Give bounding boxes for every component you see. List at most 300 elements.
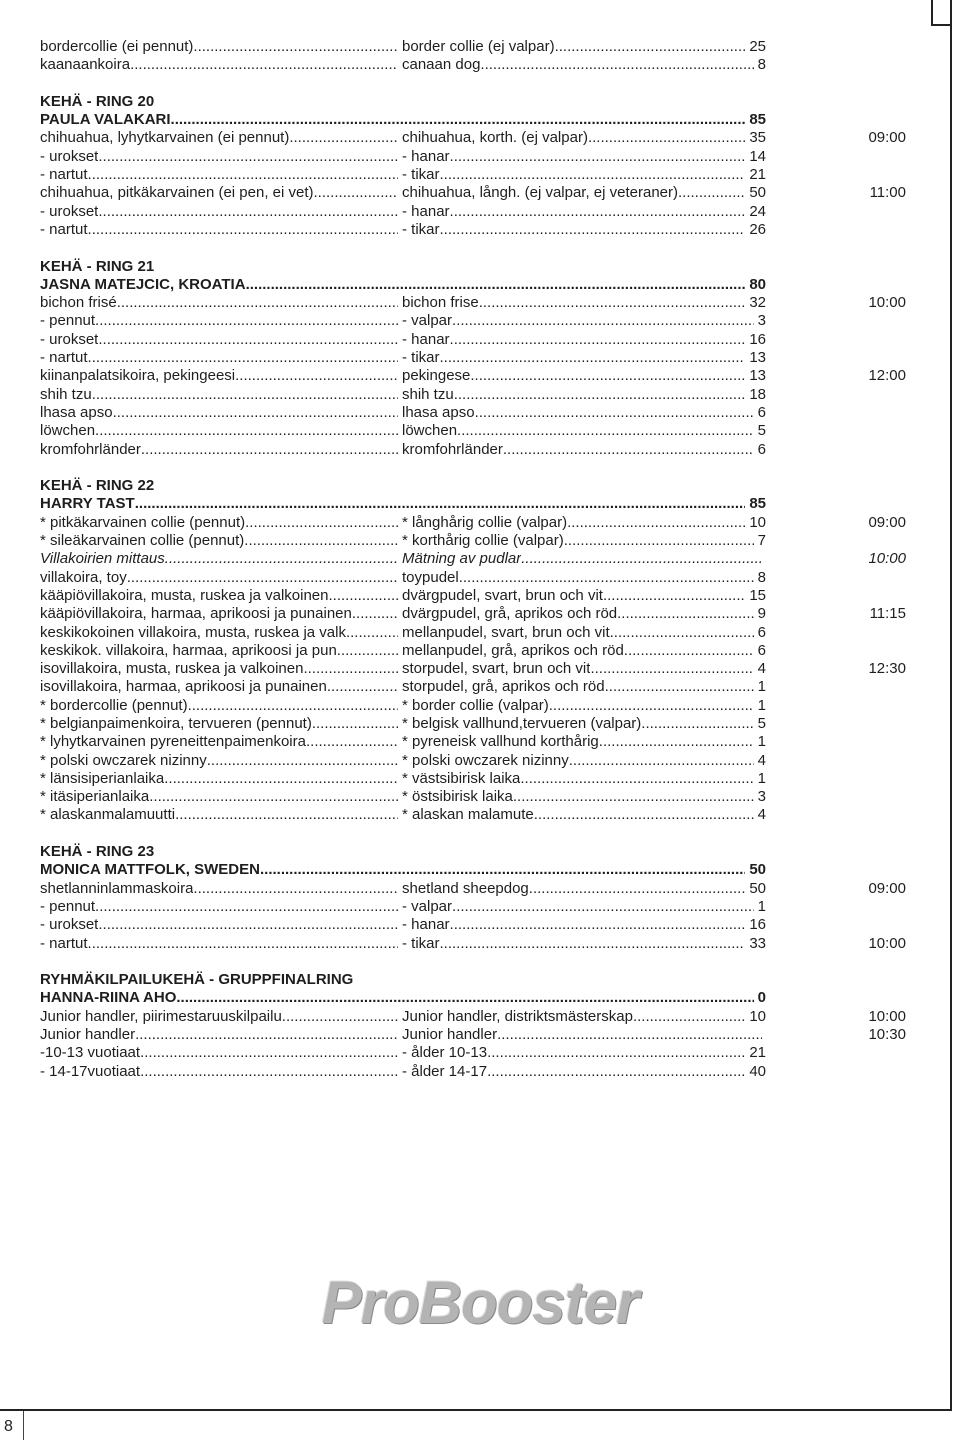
breed-name-sv: storpudel, svart, brun och vit bbox=[402, 660, 591, 678]
judge-entry-count: 50 bbox=[749, 861, 766, 879]
judge-entry-count: 0 bbox=[757, 989, 766, 1007]
breed-name-sv: * östsibirisk laika bbox=[402, 788, 513, 806]
breed-sv-cell bbox=[402, 1026, 766, 1044]
entry-count: 4 bbox=[757, 751, 766, 769]
judging-time-cell bbox=[766, 294, 906, 312]
entry-row bbox=[40, 733, 906, 751]
breed-fi-cell bbox=[40, 38, 402, 56]
judging-time-cell bbox=[766, 715, 906, 733]
entry-count: 9 bbox=[757, 605, 766, 623]
breed-sv-cell bbox=[402, 605, 766, 623]
breed-name-fi: villakoira, toy bbox=[40, 568, 127, 586]
breed-sv-cell bbox=[402, 148, 766, 166]
judge-name: PAULA VALAKARI bbox=[40, 111, 171, 129]
judging-time-cell bbox=[766, 367, 906, 385]
judging-time-cell bbox=[766, 422, 906, 440]
entry-count: 25 bbox=[749, 38, 766, 55]
judging-time-cell bbox=[766, 770, 906, 788]
dot-leader bbox=[487, 1063, 745, 1081]
entry-row bbox=[40, 331, 906, 349]
breed-name-fi: isovillakoira, musta, ruskea ja valkoinen bbox=[40, 660, 304, 678]
breed-sv-cell bbox=[402, 404, 766, 422]
entry-count: 13 bbox=[749, 367, 766, 385]
entry-row bbox=[40, 312, 906, 330]
entry-row bbox=[40, 203, 906, 221]
dot-leader bbox=[457, 422, 754, 440]
judging-time-cell bbox=[766, 806, 906, 824]
dot-leader bbox=[140, 1044, 398, 1062]
breed-name-fi: kaanaankoira bbox=[40, 56, 131, 74]
entry-count: 15 bbox=[749, 586, 766, 604]
breed-fi-cell bbox=[40, 203, 402, 221]
judging-time-cell bbox=[766, 550, 906, 568]
entry-count: 6 bbox=[757, 440, 766, 458]
entry-row bbox=[40, 587, 906, 605]
dot-leader bbox=[244, 532, 398, 550]
entry-row bbox=[40, 1044, 906, 1062]
judging-time-cell bbox=[766, 312, 906, 330]
judging-time-cell bbox=[766, 624, 906, 642]
dot-leader bbox=[327, 678, 398, 696]
breed-name-sv: Junior handler bbox=[402, 1026, 498, 1044]
breed-name-fi: * alaskanmalamuutti bbox=[40, 806, 176, 824]
entry-row bbox=[40, 148, 906, 166]
breed-fi-cell bbox=[40, 422, 402, 440]
breed-name-sv: chihuahua, långh. (ej valpar, ej veteraner) bbox=[402, 184, 679, 202]
entry-row bbox=[40, 678, 906, 696]
dot-leader bbox=[127, 569, 398, 587]
entry-count: 8 bbox=[757, 568, 766, 586]
breed-fi-cell bbox=[40, 715, 402, 733]
dot-leader bbox=[555, 38, 746, 56]
breed-name-sv: - tikar bbox=[402, 349, 440, 367]
ring-title: RYHMÄKILPAILUKEHÄ - GRUPPFINALRING bbox=[40, 971, 354, 989]
breed-sv-cell bbox=[402, 624, 766, 642]
entry-row bbox=[40, 1063, 906, 1081]
breed-sv-cell bbox=[402, 38, 766, 56]
breed-name-sv: löwchen bbox=[402, 422, 458, 440]
dot-leader bbox=[260, 861, 745, 879]
breed-name-sv: * långhårig collie (valpar) bbox=[402, 513, 568, 531]
entry-count: 5 bbox=[757, 422, 766, 440]
breed-name-sv: border collie (ej valpar) bbox=[402, 38, 555, 55]
judge-cell bbox=[40, 861, 766, 879]
entry-row bbox=[40, 569, 906, 587]
breed-sv-cell bbox=[402, 935, 766, 953]
dot-leader bbox=[440, 349, 746, 367]
dot-leader bbox=[175, 806, 398, 824]
ring-title: KEHÄ - RING 23 bbox=[40, 843, 155, 861]
dot-leader bbox=[603, 587, 745, 605]
dot-leader bbox=[113, 404, 398, 422]
breed-fi-cell bbox=[40, 441, 402, 459]
breed-name-sv: - ålder 10-13 bbox=[402, 1044, 488, 1062]
breed-fi-cell bbox=[40, 367, 402, 385]
dot-leader bbox=[98, 203, 398, 221]
breed-name-fi: chihuahua, pitkäkarvainen (ei pen, ei vet) bbox=[40, 184, 314, 202]
blank-line bbox=[40, 953, 906, 971]
judge-name: HARRY TAST bbox=[40, 495, 135, 513]
entry-count: 50 bbox=[749, 184, 766, 202]
breed-fi-cell bbox=[40, 1063, 402, 1081]
judging-time-cell bbox=[766, 129, 906, 147]
breed-name-fi: kääpiövillakoira, harmaa, aprikoosi ja punainen.. bbox=[40, 605, 361, 623]
judging-time-cell bbox=[766, 331, 906, 349]
breed-fi-cell bbox=[40, 642, 402, 660]
entry-row bbox=[40, 441, 906, 459]
breed-sv-cell bbox=[402, 349, 766, 367]
breed-name-fi: - urokset bbox=[40, 916, 99, 934]
entry-count: 6 bbox=[757, 623, 766, 641]
dot-leader bbox=[88, 935, 398, 953]
judging-time-cell bbox=[766, 203, 906, 221]
breed-fi-cell bbox=[40, 587, 402, 605]
judging-time-cell bbox=[766, 733, 906, 751]
entry-count: 6 bbox=[757, 403, 766, 421]
breed-sv-cell bbox=[402, 697, 766, 715]
dot-leader bbox=[176, 989, 753, 1007]
entry-row bbox=[40, 367, 906, 385]
breed-name-sv: - hanar bbox=[402, 330, 450, 348]
entry-count: 24 bbox=[749, 202, 766, 220]
breed-sv-cell bbox=[402, 1008, 766, 1026]
breed-name-fi: * länsisiperianlaika bbox=[40, 769, 165, 787]
judging-time-cell bbox=[766, 788, 906, 806]
breed-fi-cell bbox=[40, 550, 402, 568]
breed-name-fi: chihuahua, lyhytkarvainen (ei pennut) bbox=[40, 129, 290, 147]
breed-name-fi: bichon frisé bbox=[40, 294, 117, 312]
breed-sv-cell bbox=[402, 770, 766, 788]
dot-leader bbox=[303, 660, 398, 678]
ring-title-row bbox=[40, 477, 906, 495]
judging-time-cell bbox=[766, 1063, 906, 1081]
judge-cell bbox=[40, 111, 766, 129]
breed-name-sv: * alaskan malamute bbox=[402, 806, 534, 824]
dot-leader bbox=[534, 806, 754, 824]
judge-entry-count: 80 bbox=[749, 275, 766, 293]
dot-leader bbox=[569, 752, 754, 770]
breed-fi-cell bbox=[40, 697, 402, 715]
judge-entry-count: 85 bbox=[749, 111, 766, 129]
dot-leader bbox=[88, 221, 398, 239]
entry-row bbox=[40, 642, 906, 660]
judging-time-cell bbox=[766, 349, 906, 367]
entry-row bbox=[40, 806, 906, 824]
entry-row bbox=[40, 935, 906, 953]
page-frame-tick bbox=[23, 1411, 24, 1440]
breed-name-sv: bichon frise bbox=[402, 294, 479, 312]
judging-time-cell bbox=[766, 898, 906, 916]
breed-name-sv: - tikar bbox=[402, 166, 440, 184]
breed-sv-cell bbox=[402, 916, 766, 934]
breed-name-sv: - ålder 14-17 bbox=[402, 1062, 488, 1080]
entry-row bbox=[40, 916, 906, 934]
entry-count: 7 bbox=[757, 532, 766, 550]
breed-name-sv: * korthårig collie (valpar) bbox=[402, 532, 564, 550]
judging-time: 09:00 bbox=[868, 129, 906, 147]
breed-name-fi: - nartut bbox=[40, 166, 88, 184]
dot-leader bbox=[149, 788, 398, 806]
breed-name-sv: * border collie (valpar) bbox=[402, 696, 549, 714]
dot-leader bbox=[564, 532, 754, 550]
breed-name-fi: - urokset bbox=[40, 147, 99, 165]
dot-leader bbox=[235, 367, 398, 385]
breed-name-fi: - pennut bbox=[40, 312, 96, 330]
judging-time-cell bbox=[766, 660, 906, 678]
dot-leader bbox=[246, 276, 746, 294]
dot-leader bbox=[529, 880, 746, 898]
judge-name: MONICA MATTFOLK, SWEDEN bbox=[40, 861, 260, 879]
ring-title-row bbox=[40, 93, 906, 111]
dot-leader bbox=[479, 294, 746, 312]
breed-fi-cell bbox=[40, 733, 402, 751]
judge-cell bbox=[40, 495, 766, 513]
dot-leader bbox=[312, 715, 398, 733]
entry-count: 8 bbox=[757, 56, 766, 74]
judging-time-cell bbox=[766, 642, 906, 660]
entry-count: 1 bbox=[757, 769, 766, 787]
breed-name-sv: Junior handler, distriktsmästerskap bbox=[402, 1007, 633, 1025]
breed-fi-cell bbox=[40, 916, 402, 934]
breed-name-fi: keskikok. villakoira, harmaa, aprikoosi ja pun.. bbox=[40, 641, 346, 659]
judge-cell bbox=[40, 989, 766, 1007]
breed-fi-cell bbox=[40, 752, 402, 770]
judging-time-cell bbox=[766, 587, 906, 605]
dot-leader bbox=[470, 367, 745, 385]
breed-sv-cell bbox=[402, 587, 766, 605]
breed-name-fi: -10-13 vuotiaat bbox=[40, 1044, 141, 1062]
dot-leader bbox=[459, 569, 754, 587]
breed-fi-cell bbox=[40, 898, 402, 916]
breed-sv-cell bbox=[402, 752, 766, 770]
entry-row bbox=[40, 349, 906, 367]
dot-leader bbox=[450, 331, 746, 349]
dot-leader bbox=[475, 404, 754, 422]
entry-count: 3 bbox=[757, 312, 766, 330]
entry-row bbox=[40, 788, 906, 806]
entry-row bbox=[40, 605, 906, 623]
breed-name-fi: Junior handler, piirimestaruuskilpailu bbox=[40, 1007, 282, 1025]
dot-leader bbox=[440, 221, 746, 239]
judging-time-cell bbox=[766, 38, 906, 56]
breed-name-fi: keskikokoinen villakoira, musta, ruskea ja valk. bbox=[40, 623, 351, 641]
dot-leader bbox=[345, 642, 398, 660]
ring-title: KEHÄ - RING 20 bbox=[40, 92, 155, 110]
breed-name-fi: shih tzu bbox=[40, 385, 92, 403]
judging-time: 10:00 bbox=[868, 294, 906, 312]
breed-name-sv: Mätning av pudlar bbox=[402, 550, 522, 568]
breed-name-sv: - hanar bbox=[402, 916, 450, 934]
breed-name-fi: - nartut bbox=[40, 349, 88, 367]
breed-fi-cell bbox=[40, 404, 402, 422]
judging-time-cell bbox=[766, 605, 906, 623]
entry-count: 4 bbox=[757, 660, 766, 678]
entry-row bbox=[40, 184, 906, 202]
ring-schedule bbox=[40, 38, 906, 1081]
dot-leader bbox=[245, 514, 398, 532]
judging-time-cell bbox=[766, 386, 906, 404]
entry-count: 3 bbox=[757, 788, 766, 806]
breed-fi-cell bbox=[40, 624, 402, 642]
breed-fi-cell bbox=[40, 1008, 402, 1026]
entry-row bbox=[40, 532, 906, 550]
judging-time-cell bbox=[766, 1026, 906, 1044]
dot-leader bbox=[480, 56, 753, 74]
breed-sv-cell bbox=[402, 441, 766, 459]
breed-name-sv: dvärgpudel, svart, brun och vit bbox=[402, 586, 603, 604]
dot-leader bbox=[306, 733, 398, 751]
judge-name: HANNA-RIINA AHO bbox=[40, 989, 177, 1007]
dot-leader bbox=[193, 38, 398, 56]
judge-name: JASNA MATEJCIC, KROATIA bbox=[40, 275, 246, 293]
breed-fi-cell bbox=[40, 880, 402, 898]
ring-title-row bbox=[40, 971, 906, 989]
judging-time-cell bbox=[766, 184, 906, 202]
judging-time: 11:00 bbox=[869, 184, 906, 202]
dot-leader bbox=[171, 111, 746, 129]
breed-name-sv: - valpar bbox=[402, 897, 453, 915]
probooster-logo: ProBooster bbox=[321, 1269, 639, 1336]
breed-fi-cell bbox=[40, 56, 402, 74]
breed-sv-cell bbox=[402, 733, 766, 751]
breed-name-sv: - tikar bbox=[402, 934, 440, 952]
dot-leader bbox=[450, 148, 746, 166]
breed-name-fi: - nartut bbox=[40, 934, 88, 952]
dot-leader bbox=[360, 605, 398, 623]
breed-sv-cell bbox=[402, 386, 766, 404]
breed-name-sv: * belgisk vallhund,tervueren (valpar) bbox=[402, 714, 642, 732]
judging-time-cell bbox=[766, 569, 906, 587]
breed-sv-cell bbox=[402, 678, 766, 696]
breed-sv-cell bbox=[402, 532, 766, 550]
entry-count: 6 bbox=[757, 641, 766, 659]
dot-leader bbox=[98, 916, 398, 934]
entry-row bbox=[40, 221, 906, 239]
entry-row bbox=[40, 386, 906, 404]
breed-name-fi: * lyhytkarvainen pyreneittenpaimenkoira bbox=[40, 733, 306, 751]
dot-leader bbox=[193, 880, 398, 898]
judging-time-cell bbox=[766, 56, 906, 74]
dot-leader bbox=[610, 624, 754, 642]
breed-name-sv: - tikar bbox=[402, 220, 440, 238]
breed-fi-cell bbox=[40, 166, 402, 184]
entry-row bbox=[40, 550, 906, 568]
entry-row bbox=[40, 624, 906, 642]
judge-row bbox=[40, 989, 906, 1007]
entry-count: 1 bbox=[757, 733, 766, 751]
dot-leader bbox=[452, 898, 754, 916]
judging-time: 10:00 bbox=[868, 934, 906, 952]
dot-leader bbox=[289, 129, 398, 147]
dot-leader bbox=[590, 660, 753, 678]
dot-leader bbox=[98, 148, 398, 166]
breed-sv-cell bbox=[402, 56, 766, 74]
entry-row bbox=[40, 294, 906, 312]
judging-time: 09:00 bbox=[868, 513, 906, 531]
entry-count: 1 bbox=[757, 678, 766, 696]
judging-time-cell bbox=[766, 697, 906, 715]
breed-name-fi: kääpiövillakoira, musta, ruskea ja valkoinen bbox=[40, 586, 329, 604]
breed-fi-cell bbox=[40, 386, 402, 404]
dot-leader bbox=[141, 441, 398, 459]
breed-name-sv: toypudel bbox=[402, 568, 459, 586]
breed-name-fi: Villakoirien mittaus bbox=[40, 550, 165, 568]
dot-leader bbox=[440, 166, 746, 184]
breed-sv-cell bbox=[402, 569, 766, 587]
breed-fi-cell bbox=[40, 569, 402, 587]
dot-leader bbox=[520, 770, 753, 788]
breed-fi-cell bbox=[40, 221, 402, 239]
entry-row bbox=[40, 1026, 906, 1044]
dot-leader bbox=[487, 1044, 745, 1062]
breed-name-fi: * itäsiperianlaika bbox=[40, 788, 150, 806]
entry-count: 21 bbox=[749, 166, 766, 184]
dot-leader bbox=[641, 715, 753, 733]
breed-fi-cell bbox=[40, 148, 402, 166]
judging-time-cell bbox=[766, 404, 906, 422]
dot-leader bbox=[314, 184, 398, 202]
entry-row bbox=[40, 129, 906, 147]
judging-time-cell bbox=[766, 880, 906, 898]
judge-row bbox=[40, 276, 906, 294]
dot-leader bbox=[454, 386, 746, 404]
judging-time: 12:00 bbox=[868, 367, 906, 385]
breed-sv-cell bbox=[402, 221, 766, 239]
dot-leader bbox=[624, 642, 754, 660]
entry-row bbox=[40, 1008, 906, 1026]
breed-name-sv: shih tzu bbox=[402, 385, 454, 403]
entry-count: 50 bbox=[749, 879, 766, 897]
breed-name-fi: isovillakoira, harmaa, aprikoosi ja punainen bbox=[40, 678, 327, 696]
breed-name-fi: * bordercollie (pennut) bbox=[40, 696, 188, 714]
dot-leader bbox=[599, 733, 754, 751]
breed-name-fi: lhasa apso bbox=[40, 403, 113, 421]
breed-sv-cell bbox=[402, 294, 766, 312]
judging-time-cell bbox=[766, 166, 906, 184]
breed-fi-cell bbox=[40, 935, 402, 953]
dot-leader bbox=[450, 203, 746, 221]
breed-sv-cell bbox=[402, 367, 766, 385]
breed-name-fi: - 14-17vuotiaat bbox=[40, 1062, 141, 1080]
breed-sv-cell bbox=[402, 715, 766, 733]
breed-sv-cell bbox=[402, 1063, 766, 1081]
dot-leader bbox=[88, 166, 398, 184]
judging-time: 10:00 bbox=[868, 550, 906, 568]
judging-time-cell bbox=[766, 752, 906, 770]
dot-leader bbox=[188, 697, 398, 715]
dot-leader bbox=[95, 312, 398, 330]
breed-sv-cell bbox=[402, 660, 766, 678]
dot-leader bbox=[165, 550, 398, 568]
dot-leader bbox=[633, 1008, 745, 1026]
judge-entry-count: 85 bbox=[749, 495, 766, 513]
breed-fi-cell bbox=[40, 788, 402, 806]
page-number: 8 bbox=[4, 1418, 13, 1435]
entry-count: 33 bbox=[749, 934, 766, 952]
entry-row bbox=[40, 898, 906, 916]
breed-fi-cell bbox=[40, 770, 402, 788]
breed-name-sv: pekingese bbox=[402, 367, 471, 385]
breed-name-sv: - hanar bbox=[402, 147, 450, 165]
breed-name-sv: * västsibirisk laika bbox=[402, 769, 521, 787]
judging-time: 11:15 bbox=[869, 605, 906, 623]
breed-sv-cell bbox=[402, 898, 766, 916]
judging-time: 12:30 bbox=[868, 660, 906, 678]
dot-leader bbox=[513, 788, 754, 806]
dot-leader bbox=[207, 752, 398, 770]
blank-line bbox=[40, 239, 906, 257]
breed-name-sv: * polski owczarek nizinny bbox=[402, 751, 569, 769]
